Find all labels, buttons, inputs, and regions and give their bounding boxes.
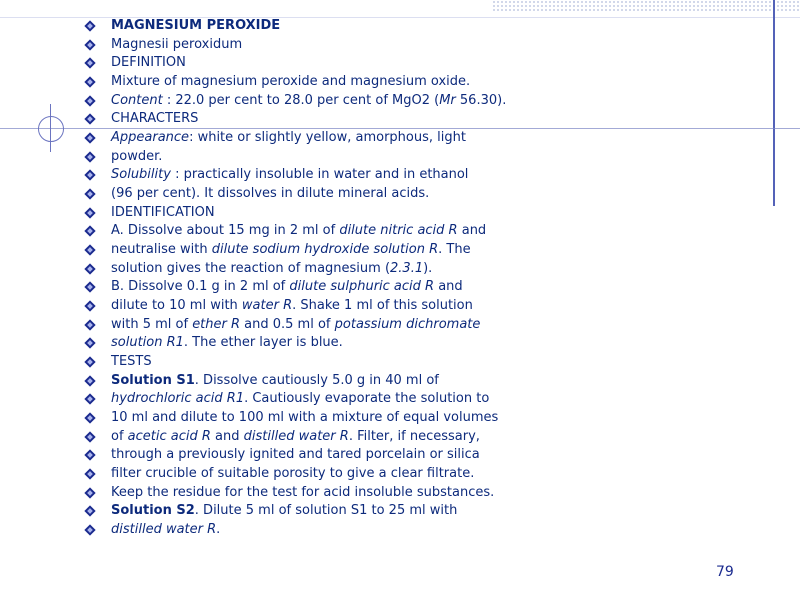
text-segment: solution gives the reaction of magnesium (	[111, 260, 391, 276]
diamond-bullet-icon	[84, 114, 95, 125]
text-line	[86, 222, 766, 241]
text-segment: ).	[423, 260, 433, 276]
page-number: 79	[716, 564, 734, 580]
text-segment: 2.3.1	[390, 260, 424, 276]
text-segment: . Cautiously evaporate the solution to	[244, 391, 490, 407]
text-line	[86, 92, 766, 111]
text-segment: Keep the residue for the test for acid insoluble substances.	[111, 484, 495, 500]
text-segment: 56.30).	[455, 92, 507, 108]
text-segment: . Dilute 5 ml of solution S1 to 25 ml with	[194, 503, 458, 519]
diamond-bullet-icon	[84, 319, 95, 330]
text-segment: : white or slightly yellow, amorphous, light	[189, 130, 466, 146]
text-line	[86, 110, 766, 129]
monograph-text-list	[86, 17, 766, 540]
text-segment: powder.	[111, 148, 163, 164]
text-line	[86, 185, 766, 204]
text-segment: Content	[111, 92, 163, 108]
text-line	[86, 36, 766, 55]
text-line	[86, 316, 766, 335]
text-segment: : 22.0 per cent to 28.0 per cent of MgO2 (	[162, 92, 440, 108]
text-segment: filter crucible of suitable porosity to give a clear filtrate.	[111, 466, 475, 482]
text-line	[86, 521, 766, 540]
text-segment: Appearance	[111, 130, 190, 146]
diamond-bullet-icon	[84, 450, 95, 461]
text-line	[86, 166, 766, 185]
text-segment: with 5 ml of	[111, 316, 193, 332]
diamond-bullet-icon	[84, 412, 95, 423]
text-segment: through a previously ignited and tared porcelain or silica	[111, 447, 480, 463]
diamond-bullet-icon	[84, 263, 95, 274]
diamond-bullet-icon	[84, 151, 95, 162]
circle-decoration	[38, 116, 64, 142]
diamond-bullet-icon	[84, 207, 95, 218]
text-line	[86, 334, 766, 353]
diamond-bullet-icon	[84, 338, 95, 349]
text-segment: acetic acid R	[127, 428, 211, 444]
text-line	[86, 129, 766, 148]
diamond-bullet-icon	[84, 226, 95, 237]
diamond-bullet-icon	[84, 244, 95, 255]
diamond-bullet-icon	[84, 487, 95, 498]
text-segment: and	[434, 279, 463, 295]
text-segment: . The ether layer is blue.	[183, 335, 343, 351]
text-line	[86, 260, 766, 279]
text-segment: of	[111, 428, 128, 444]
text-segment: . Filter, if necessary,	[348, 428, 480, 444]
text-line	[86, 428, 766, 447]
text-segment: potassium dichromate	[334, 316, 481, 332]
diamond-bullet-icon	[84, 58, 95, 69]
text-segment: MAGNESIUM PEROXIDE	[111, 18, 281, 33]
text-segment: TESTS	[111, 354, 152, 370]
text-segment: DEFINITION	[111, 55, 186, 71]
text-line	[86, 17, 766, 36]
text-segment: . Dissolve cautiously 5.0 g in 40 ml of	[194, 372, 439, 388]
text-segment: dilute sodium hydroxide solution R	[211, 242, 439, 258]
text-segment: Mixture of magnesium peroxide and magnesium oxide.	[111, 74, 471, 90]
diamond-bullet-icon	[84, 188, 95, 199]
text-segment: A. Dissolve about 15 mg in 2 ml of	[111, 223, 340, 239]
text-segment: Mr	[439, 92, 456, 108]
text-segment: B. Dissolve 0.1 g in 2 ml of	[111, 279, 290, 295]
text-segment: solution R1	[111, 335, 184, 351]
diamond-bullet-icon	[84, 132, 95, 143]
text-segment: and	[210, 428, 244, 444]
text-segment: 10 ml and dilute to 100 ml with a mixture of equal volumes	[111, 410, 499, 426]
text-line	[86, 372, 766, 391]
diamond-bullet-icon	[84, 170, 95, 181]
diamond-bullet-icon	[84, 524, 95, 535]
text-segment: . The	[438, 242, 471, 258]
text-segment: Solubility	[111, 167, 171, 183]
text-segment: IDENTIFICATION	[111, 204, 215, 220]
text-line	[86, 446, 766, 465]
text-line	[86, 204, 766, 223]
diamond-bullet-icon	[84, 356, 95, 367]
text-line	[86, 241, 766, 260]
text-line	[86, 297, 766, 316]
text-line	[86, 148, 766, 167]
text-segment: Solution S2	[111, 503, 195, 519]
vertical-rule-decoration	[773, 0, 775, 206]
diamond-bullet-icon	[84, 375, 95, 386]
diamond-bullet-icon	[84, 282, 95, 293]
text-line	[86, 73, 766, 92]
text-line	[86, 502, 766, 521]
diamond-bullet-icon	[84, 20, 95, 31]
text-segment: ether R	[192, 316, 241, 332]
diamond-bullet-icon	[84, 76, 95, 87]
diamond-bullet-icon	[84, 506, 95, 517]
text-segment: distilled water R	[243, 428, 349, 444]
text-segment: distilled water R	[111, 522, 217, 538]
text-segment: : practically insoluble in water and in ethanol	[170, 167, 469, 183]
text-segment: neutralise with	[111, 242, 212, 258]
text-segment: (96 per cent). It dissolves in dilute mineral acids.	[111, 186, 430, 202]
text-segment: water R	[241, 298, 293, 314]
text-segment: Solution S1	[111, 372, 195, 388]
diamond-bullet-icon	[84, 394, 95, 405]
diamond-bullet-icon	[84, 39, 95, 50]
text-segment: and	[457, 223, 487, 239]
text-segment: Magnesii peroxidum	[111, 36, 243, 52]
text-line	[86, 353, 766, 372]
text-line	[86, 484, 766, 503]
diamond-bullet-icon	[84, 468, 95, 479]
text-line	[86, 409, 766, 428]
dot-pattern-decoration	[492, 0, 800, 12]
text-segment: and 0.5 ml of	[240, 316, 335, 332]
diamond-bullet-icon	[84, 300, 95, 311]
diamond-bullet-icon	[84, 95, 95, 106]
text-segment: dilute nitric acid R	[339, 223, 458, 239]
text-line	[86, 465, 766, 484]
text-segment: .	[216, 522, 221, 538]
text-line	[86, 278, 766, 297]
text-segment: . Shake 1 ml of this solution	[292, 298, 473, 314]
text-segment: hydrochloric acid R1	[111, 391, 245, 407]
text-line	[86, 390, 766, 409]
text-line	[86, 54, 766, 73]
text-segment: dilute to 10 ml with	[111, 298, 242, 314]
text-segment: dilute sulphuric acid R	[289, 279, 435, 295]
text-segment: CHARACTERS	[111, 111, 199, 127]
diamond-bullet-icon	[84, 431, 95, 442]
